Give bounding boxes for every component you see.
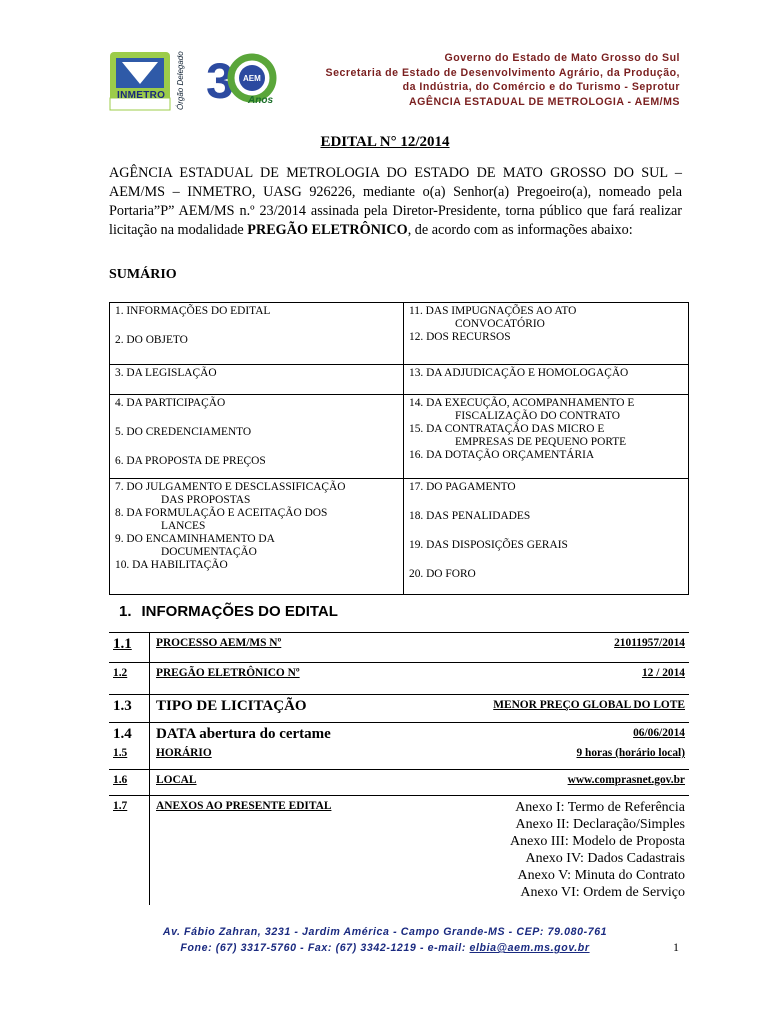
info-label: TIPO DE LICITAÇÃO <box>156 698 307 714</box>
sumario-item-cont: FISCALIZAÇÃO DO CONTRATO <box>455 410 620 422</box>
sumario-item: 5. DO CREDENCIAMENTO <box>115 426 252 438</box>
info-number: 1.6 <box>109 769 150 795</box>
sumario-item: 7. DO JULGAMENTO E DESCLASSIFICAÇÃO <box>115 481 346 493</box>
info-number: 1.5 <box>109 743 150 769</box>
intro-paragraph <box>109 164 682 240</box>
section-1-title <box>119 603 338 620</box>
footer-phone-fax: Fone: (67) 3317-5760 - Fax: (67) 3342-1219 - e-mail: <box>180 942 470 954</box>
info-row-processo <box>109 633 689 663</box>
sumario-item-cont: DOCUMENTAÇÃO <box>161 546 257 558</box>
anexo-item: Anexo VI: Ordem de Serviço <box>520 884 685 900</box>
sumario-item: 12. DOS RECURSOS <box>409 331 511 343</box>
sumario-cell <box>110 303 404 365</box>
svg-text:3: 3 <box>206 53 234 109</box>
intro-text-1: AGÊNCIA ESTADUAL DE METROLOGIA DO ESTADO DE MATO GROSSO DO SUL – AEM/MS – INMETRO, UASG 926226, mediante o(a) Senhor(a) Pregoeiro(a), nomeado pela Portaria”P” AEM/MS n.º 23/2014 assinada pela Diretor-Presidente, torna público que fará realizar licitação na modalidade <box>109 165 682 238</box>
info-row-local <box>109 769 689 795</box>
sumario-item: 14. DA EXECUÇÃO, ACOMPANHAMENTO E <box>409 397 635 409</box>
header-line-2: Secretaria de Estado de Desenvolvimento Agrário, da Produção, <box>325 66 680 79</box>
info-row-horario <box>109 743 689 769</box>
info-label: DATA abertura do certame <box>156 726 331 742</box>
anexo-item: Anexo IV: Dados Cadastrais <box>525 850 685 866</box>
sumario-item: 3. DA LEGISLAÇÃO <box>110 365 404 395</box>
footer-address: Av. Fábio Zahran, 3231 - Jardim América - Campo Grande-MS - CEP: 79.080-761 <box>162 926 608 938</box>
sumario-cell <box>110 395 404 479</box>
sumario-item: 20. DO FORO <box>409 568 476 580</box>
svg-text:AEM: AEM <box>243 74 261 83</box>
info-row-tipo <box>109 695 689 723</box>
sumario-item-cont: DAS PROPOSTAS <box>161 494 251 506</box>
info-number: 1.3 <box>109 695 150 723</box>
sumario-row <box>110 365 689 395</box>
page-footer <box>0 924 770 956</box>
anexos-list <box>409 795 689 905</box>
page-number: 1 <box>673 940 679 954</box>
anos-text: Anos <box>248 95 273 106</box>
info-row-data <box>109 723 689 744</box>
edital-title: EDITAL N° 12/2014 <box>320 134 450 150</box>
anexo-item: Anexo II: Declaração/Simples <box>515 816 685 832</box>
sumario-row <box>110 395 689 479</box>
sumario-item: 10. DA HABILITAÇÃO <box>115 559 228 571</box>
sumario-item: 18. DAS PENALIDADES <box>409 510 531 522</box>
sumario-item: 8. DA FORMULAÇÃO E ACEITAÇÃO DOS <box>115 507 328 519</box>
government-header <box>326 51 681 109</box>
sumario-row <box>110 479 689 595</box>
info-number: 1.1 <box>109 633 150 663</box>
header-line-1: Governo do Estado de Mato Grosso do Sul <box>444 52 680 64</box>
footer-email-link[interactable]: elbia@aem.ms.gov.br <box>469 942 590 954</box>
header-line-3: da Indústria, do Comércio e do Turismo - Seprotur <box>402 81 680 93</box>
sumario-item: 4. DA PARTICIPAÇÃO <box>115 397 226 409</box>
sumario-item: 16. DA DOTAÇÃO ORÇAMENTÁRIA <box>409 449 595 461</box>
sumario-item-cont: CONVOCATÓRIO <box>455 318 545 330</box>
info-number: 1.7 <box>109 795 150 905</box>
info-label: PREGÃO ELETRÔNICO Nº <box>156 667 300 679</box>
sumario-item: 13. DA ADJUDICAÇÃO E HOMOLOGAÇÃO <box>404 365 689 395</box>
orgao-delegado-text: Órgão Delegado <box>176 51 185 110</box>
sumario-item: 1. INFORMAÇÕES DO EDITAL <box>115 305 271 317</box>
sumario-item-cont: LANCES <box>161 520 206 532</box>
inmetro-logo-text: INMETRO <box>117 90 166 101</box>
sumario-item: 9. DO ENCAMINHAMENTO DA <box>115 533 275 545</box>
header-logos <box>108 46 283 112</box>
section-number: 1. <box>119 603 132 620</box>
info-value: 12 / 2014 <box>641 667 685 679</box>
sumario-cell <box>110 479 404 595</box>
sumario-table <box>109 302 689 595</box>
info-value: 21011957/2014 <box>614 637 685 649</box>
sumario-item: 2. DO OBJETO <box>115 334 188 346</box>
info-value: MENOR PREÇO GLOBAL DO LOTE <box>493 699 685 711</box>
info-label: HORÁRIO <box>156 747 212 759</box>
sumario-item: 17. DO PAGAMENTO <box>409 481 516 493</box>
info-value: 9 horas (horário local) <box>576 747 685 759</box>
section-title-text: INFORMAÇÕES DO EDITAL <box>141 603 338 620</box>
info-label: ANEXOS AO PRESENTE EDITAL <box>156 799 332 812</box>
sumario-item: 15. DA CONTRATAÇÃO DAS MICRO E <box>409 423 605 435</box>
footer-contact <box>0 940 770 956</box>
sumario-cell <box>404 479 689 595</box>
info-row-anexos <box>109 795 689 905</box>
info-label: PROCESSO AEM/MS Nº <box>156 637 282 649</box>
anexo-item: Anexo III: Modelo de Proposta <box>510 833 685 849</box>
sumario-row <box>110 303 689 365</box>
info-number: 1.2 <box>109 663 150 695</box>
anexo-item: Anexo V: Minuta do Contrato <box>517 867 685 883</box>
edital-info-table <box>109 632 689 905</box>
info-number: 1.4 <box>109 723 150 744</box>
intro-bold-modality: PREGÃO ELETRÔNICO <box>247 222 408 238</box>
sumario-item: 6. DA PROPOSTA DE PREÇOS <box>115 455 266 467</box>
sumario-cell <box>404 395 689 479</box>
info-row-pregao <box>109 663 689 695</box>
inmetro-logo <box>108 50 198 112</box>
header-line-4: AGÊNCIA ESTADUAL DE METROLOGIA - AEM/MS <box>408 95 680 108</box>
info-label: LOCAL <box>156 773 197 786</box>
sumario-title: SUMÁRIO <box>109 267 177 282</box>
info-value: 06/06/2014 <box>633 727 685 739</box>
sumario-item: 19. DAS DISPOSIÇÕES GERAIS <box>409 539 568 551</box>
sumario-cell <box>404 303 689 365</box>
anexo-item: Anexo I: Termo de Referência <box>515 799 685 815</box>
intro-text-2: , de acordo com as informações abaixo: <box>407 222 633 238</box>
info-value: www.comprasnet.gov.br <box>567 773 685 786</box>
sumario-item-cont: EMPRESAS DE PEQUENO PORTE <box>455 436 627 448</box>
sumario-item: 11. DAS IMPUGNAÇÕES AO ATO <box>409 305 577 317</box>
